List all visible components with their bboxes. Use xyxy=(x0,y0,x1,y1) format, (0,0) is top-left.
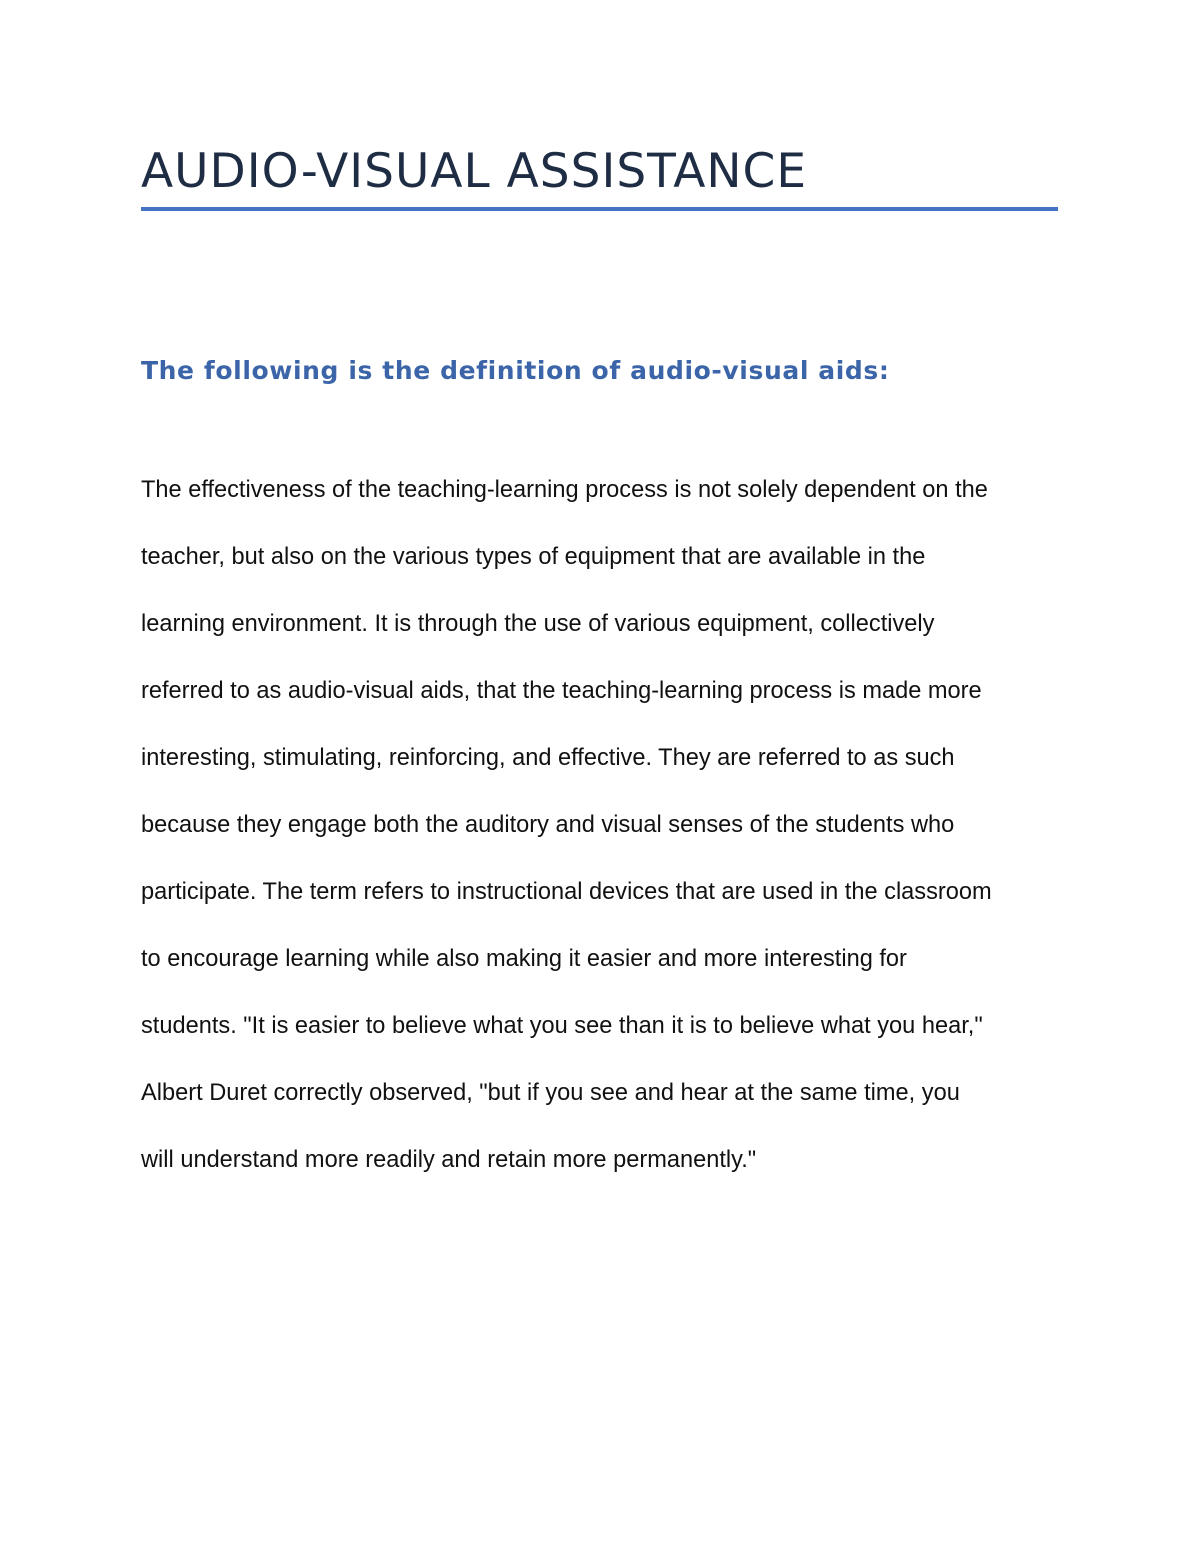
paragraph-line: teacher, but also on the various types of equipment that are available in the xyxy=(141,544,926,570)
paragraph-line: Albert Duret correctly observed, "but if you see and hear at the same time, you xyxy=(141,1080,960,1106)
paragraph-line: to encourage learning while also making it easier and more interesting for xyxy=(141,946,907,972)
paragraph-line: participate. The term refers to instructional devices that are used in the classroom xyxy=(141,879,992,905)
paragraph-line: will understand more readily and retain more permanently." xyxy=(141,1147,757,1173)
paragraph-line: learning environment. It is through the use of various equipment, collectively xyxy=(141,611,935,637)
paragraph-line: The effectiveness of the teaching-learning process is not solely dependent on the xyxy=(141,477,988,503)
section-heading: The following is the definition of audio-visual aids: xyxy=(141,356,890,385)
paragraph-line: students. "It is easier to believe what you see than it is to believe what you hear," xyxy=(141,1013,983,1039)
paragraph-line: interesting, stimulating, reinforcing, and effective. They are referred to as such xyxy=(141,745,955,771)
document-title: AUDIO-VISUAL ASSISTANCE xyxy=(141,144,808,199)
title-underline-rule xyxy=(141,207,1058,211)
paragraph-line: because they engage both the auditory and visual senses of the students who xyxy=(141,812,955,838)
paragraph-line: referred to as audio-visual aids, that the teaching-learning process is made more xyxy=(141,678,982,704)
